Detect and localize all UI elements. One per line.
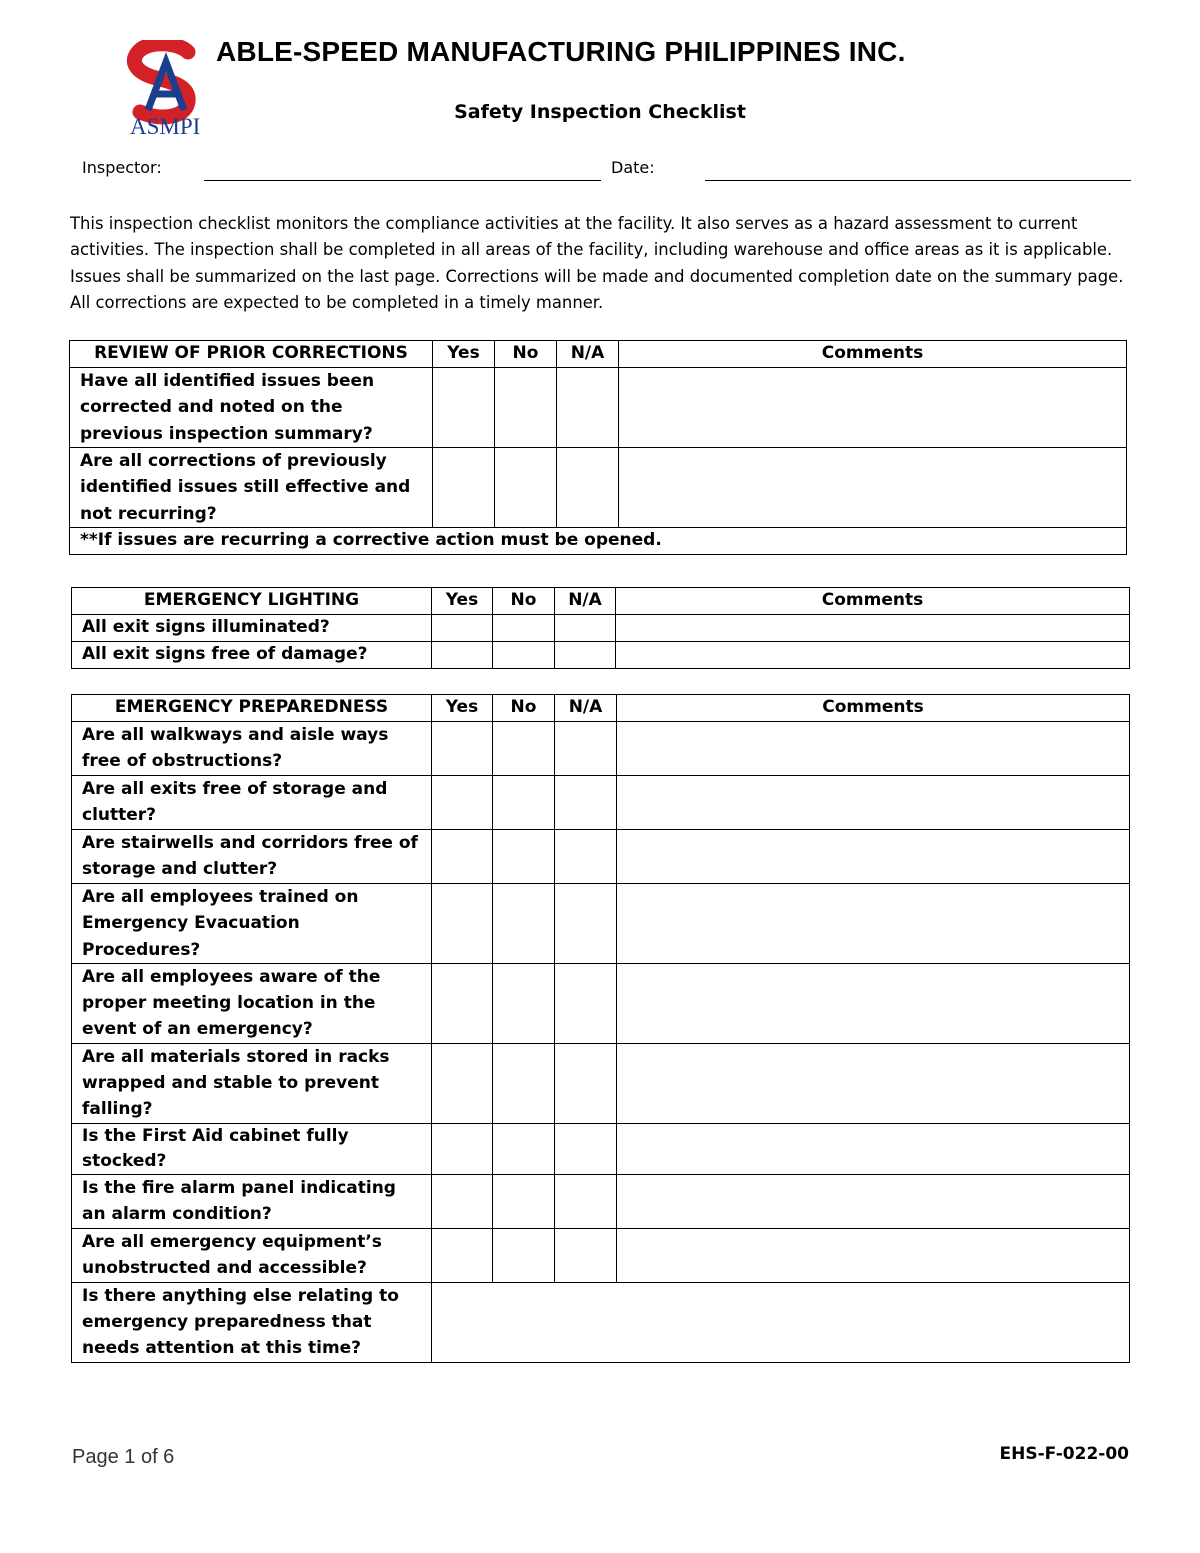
comments-cell[interactable] <box>617 776 1130 830</box>
form-code: EHS-F-022-00 <box>999 1444 1129 1464</box>
col-na: N/A <box>555 695 617 722</box>
col-yes: Yes <box>432 695 493 722</box>
na-cell[interactable] <box>555 830 617 884</box>
section-heading: REVIEW OF PRIOR CORRECTIONS <box>70 341 433 368</box>
na-cell[interactable] <box>557 368 619 448</box>
comments-cell[interactable] <box>619 448 1127 528</box>
comments-cell[interactable] <box>617 963 1130 1043</box>
na-cell[interactable] <box>555 884 617 964</box>
question-text: Is there anything else relating to emergency preparedness that needs attention at this time? <box>72 1282 432 1362</box>
table-row <box>72 830 1130 884</box>
logo-wordmark: ASMPI <box>130 114 201 138</box>
no-cell[interactable] <box>495 448 557 528</box>
col-yes: Yes <box>433 341 495 368</box>
no-cell[interactable] <box>493 963 555 1043</box>
na-cell[interactable] <box>555 1043 617 1123</box>
comments-cell[interactable] <box>616 615 1130 642</box>
table-row <box>72 1228 1130 1282</box>
question-text: Is the First Aid cabinet fully stocked? <box>72 1123 432 1174</box>
na-cell[interactable] <box>555 1228 617 1282</box>
yes-cell[interactable] <box>432 722 493 776</box>
table-header-row <box>72 588 1130 615</box>
yes-cell[interactable] <box>433 448 495 528</box>
na-cell[interactable] <box>555 642 616 669</box>
intro-paragraph: This inspection checklist monitors the compliance activities at the facility. It also serves as a hazard assessment to current activities. The inspection shall be completed in all areas of the facility, including warehouse and office areas as it is applicable. Issues shall be summarized on the last page. Corrections will be made and documented completion date on the summary page. All corrections are expected to be completed in a timely manner. <box>70 214 1124 312</box>
na-cell[interactable] <box>555 963 617 1043</box>
question-text: Are all employees trained on Emergency Evacuation Procedures? <box>72 884 432 964</box>
date-field[interactable] <box>705 180 1131 181</box>
date-label: Date: <box>611 158 655 177</box>
page-number: Page 1 of 6 <box>72 1446 175 1468</box>
na-cell[interactable] <box>555 776 617 830</box>
na-cell[interactable] <box>555 722 617 776</box>
no-cell[interactable] <box>493 642 555 669</box>
yes-cell[interactable] <box>432 776 493 830</box>
comments-cell[interactable] <box>617 1123 1130 1174</box>
question-text: Are all materials stored in racks wrapped and stable to prevent falling? <box>72 1043 432 1123</box>
question-text: Have all identified issues been corrected and noted on the previous inspection summary? <box>70 368 433 448</box>
col-na: N/A <box>555 588 616 615</box>
no-cell[interactable] <box>493 1174 555 1228</box>
question-text: Are all employees aware of the proper meeting location in the event of an emergency? <box>72 963 432 1043</box>
comments-cell[interactable] <box>617 1174 1130 1228</box>
company-name: ABLE-SPEED MANUFACTURING PHILIPPINES INC. <box>216 36 906 67</box>
no-cell[interactable] <box>493 1043 555 1123</box>
comments-cell[interactable] <box>617 722 1130 776</box>
table-row <box>72 722 1130 776</box>
yes-cell[interactable] <box>432 830 493 884</box>
yes-cell[interactable] <box>432 1043 493 1123</box>
col-no: No <box>493 588 555 615</box>
na-cell[interactable] <box>555 1174 617 1228</box>
yes-cell[interactable] <box>432 1228 493 1282</box>
no-cell[interactable] <box>493 884 555 964</box>
table-row <box>70 528 1127 555</box>
yes-cell[interactable] <box>432 963 493 1043</box>
comments-cell[interactable] <box>616 642 1130 669</box>
comments-cell[interactable] <box>617 1228 1130 1282</box>
table-row <box>72 1282 1130 1362</box>
table-row <box>72 615 1130 642</box>
no-cell[interactable] <box>493 1228 555 1282</box>
no-cell[interactable] <box>493 1123 555 1174</box>
company-logo <box>126 40 202 138</box>
table-header-row <box>70 341 1127 368</box>
comments-cell[interactable] <box>617 830 1130 884</box>
no-cell[interactable] <box>493 776 555 830</box>
yes-cell[interactable] <box>432 615 493 642</box>
table-row <box>70 448 1127 528</box>
no-cell[interactable] <box>495 368 557 448</box>
comments-cell[interactable] <box>617 1043 1130 1123</box>
table-row <box>72 776 1130 830</box>
na-cell[interactable] <box>555 1123 617 1174</box>
yes-cell[interactable] <box>433 368 495 448</box>
question-text: Are all corrections of previously identified issues still effective and not recurring? <box>70 448 433 528</box>
comments-cell[interactable] <box>432 1282 1130 1362</box>
col-comments: Comments <box>619 341 1127 368</box>
yes-cell[interactable] <box>432 1174 493 1228</box>
no-cell[interactable] <box>493 830 555 884</box>
question-text: All exit signs illuminated? <box>72 615 432 642</box>
table-header-row <box>72 695 1130 722</box>
table-row <box>72 1043 1130 1123</box>
prior-corrections-table <box>69 340 1127 555</box>
inspector-field[interactable] <box>204 180 601 181</box>
na-cell[interactable] <box>555 615 616 642</box>
section-heading: EMERGENCY PREPAREDNESS <box>72 695 432 722</box>
table-row <box>72 884 1130 964</box>
inspector-label: Inspector: <box>82 158 162 177</box>
question-text: All exit signs free of damage? <box>72 642 432 669</box>
col-yes: Yes <box>432 588 493 615</box>
question-text: Are stairwells and corridors free of storage and clutter? <box>72 830 432 884</box>
na-cell[interactable] <box>557 448 619 528</box>
yes-cell[interactable] <box>432 642 493 669</box>
emergency-preparedness-table <box>71 694 1130 1363</box>
comments-cell[interactable] <box>617 884 1130 964</box>
question-text: Are all emergency equipment’s unobstructed and accessible? <box>72 1228 432 1282</box>
table-row <box>72 1123 1130 1174</box>
emergency-lighting-table <box>71 587 1130 669</box>
question-text: Are all walkways and aisle ways free of obstructions? <box>72 722 432 776</box>
no-cell[interactable] <box>493 722 555 776</box>
col-na: N/A <box>557 341 619 368</box>
col-no: No <box>493 695 555 722</box>
table-row <box>70 368 1127 448</box>
col-comments: Comments <box>616 588 1130 615</box>
table-row <box>72 642 1130 669</box>
table-row <box>72 963 1130 1043</box>
section-heading: EMERGENCY LIGHTING <box>72 588 432 615</box>
question-text: Are all exits free of storage and clutter? <box>72 776 432 830</box>
comments-cell[interactable] <box>619 368 1127 448</box>
recurring-note: **If issues are recurring a corrective action must be opened. <box>70 528 1127 555</box>
document-title: Safety Inspection Checklist <box>454 101 746 123</box>
table-row <box>72 1174 1130 1228</box>
col-no: No <box>495 341 557 368</box>
question-text: Is the fire alarm panel indicating an alarm condition? <box>72 1174 432 1228</box>
yes-cell[interactable] <box>432 884 493 964</box>
no-cell[interactable] <box>493 615 555 642</box>
col-comments: Comments <box>617 695 1130 722</box>
yes-cell[interactable] <box>432 1123 493 1174</box>
